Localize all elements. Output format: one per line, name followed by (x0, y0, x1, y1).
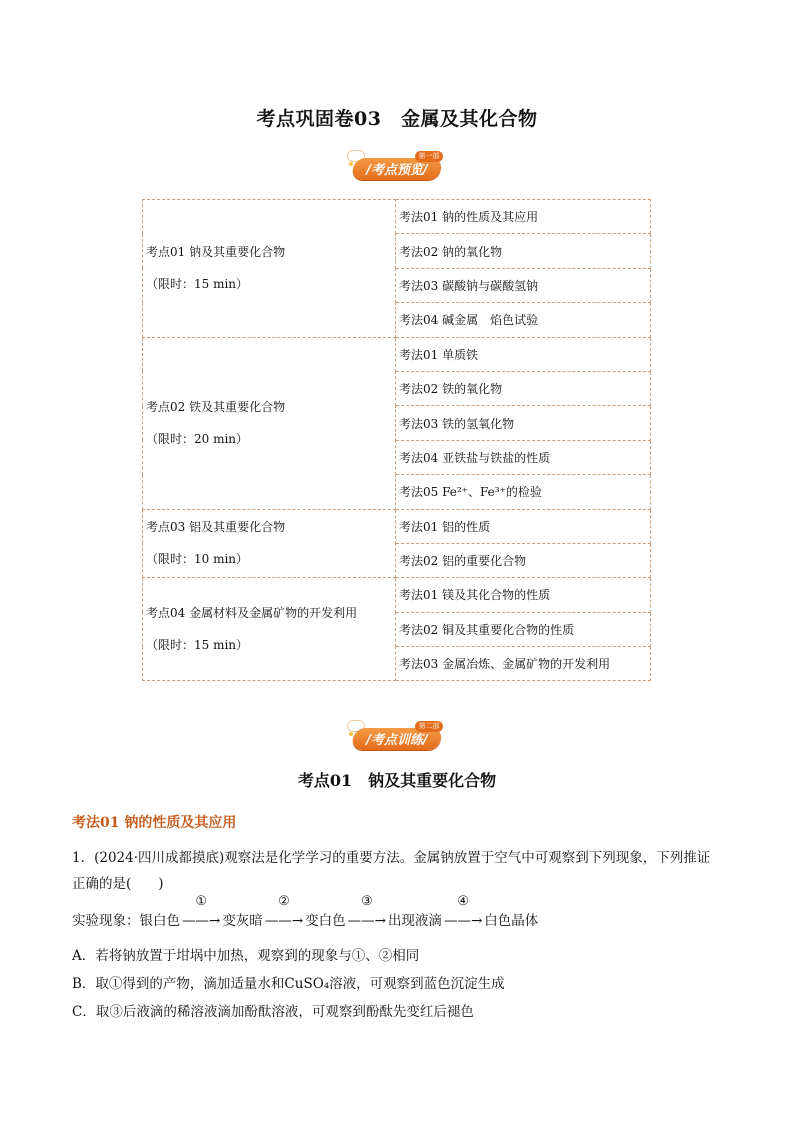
topic-limit: （限时：15 min） (146, 638, 249, 653)
method-item: 考法01 镁及其化合物的性质 (396, 578, 651, 612)
method-title: 考法01 钠的性质及其应用 (72, 815, 237, 831)
step-result: 变白色 (305, 913, 346, 929)
topic-name: 考点04 金属材料及金属矿物的开发利用 (146, 606, 358, 621)
outline-topic-cell (143, 337, 396, 509)
method-item: 考法02 钠的氧化物 (396, 234, 651, 268)
topic-name: 考点03 铝及其重要化合物 (146, 520, 286, 535)
question-stem-cont: 正确的是( ) (72, 876, 164, 892)
badge-tag: 第二部 (415, 721, 443, 732)
topic-name: 考点02 铁及其重要化合物 (146, 400, 286, 415)
option-c: C．取③后液滴的稀溶液滴加酚酞溶液，可观察到酚酞先变红后褪色 (72, 1004, 474, 1020)
method-item: 考法01 铝的性质 (396, 509, 651, 543)
step-result: 白色晶体 (484, 913, 539, 929)
reaction-arrow: ④ ——→ (443, 894, 483, 929)
table-row (143, 200, 651, 234)
outline-topic-cell (143, 509, 396, 578)
table-row (143, 578, 651, 612)
step-number: ④ (457, 894, 469, 909)
option-b: B．取①得到的产物，滴加适量水和CuSO₄溶液，可观察到蓝色沉淀生成 (72, 976, 505, 992)
topic-limit: （限时：10 min） (146, 552, 249, 567)
outline-table (142, 199, 651, 681)
method-item: 考法01 单质铁 (396, 337, 651, 371)
method-item: 考法03 铁的氢氧化物 (396, 406, 651, 440)
experiment-prefix: 实验现象：银白色 (72, 913, 180, 929)
method-item: 考法03 金属冶炼、金属矿物的开发利用 (396, 647, 651, 681)
method-item: 考法04 碱金属 焰色试验 (396, 303, 651, 337)
section-title: 考点01 钠及其重要化合物 (297, 771, 497, 790)
method-item: 考法04 亚铁盐与铁盐的性质 (396, 440, 651, 474)
reaction-arrow: ③ ——→ (347, 894, 386, 929)
method-item: 考法02 铝的重要化合物 (396, 543, 651, 577)
option-a: A．若将钠放置于坩埚中加热，观察到的现象与①、②相同 (72, 948, 420, 964)
method-item: 考法02 铁的氧化物 (396, 371, 651, 405)
page-title: 考点巩固卷03 金属及其化合物 (256, 108, 538, 130)
topic-limit: （限时：15 min） (146, 277, 249, 292)
outline-topic-cell (143, 200, 396, 338)
step-number: ① (195, 894, 207, 909)
table-row (143, 509, 651, 543)
section-badge-preview (347, 150, 447, 184)
method-item: 考法03 碳酸钠与碳酸氢钠 (396, 268, 651, 302)
step-number: ② (278, 894, 290, 909)
method-item: 考法02 铜及其重要化合物的性质 (396, 612, 651, 646)
step-result: 出现液滴 (387, 913, 442, 929)
topic-name: 考点01 钠及其重要化合物 (146, 245, 286, 260)
reaction-arrow: ① ——→ (182, 894, 221, 929)
table-row (143, 337, 651, 371)
step-result: 变灰暗 (222, 913, 263, 929)
experiment-sequence (72, 894, 539, 929)
topic-limit: （限时：20 min） (146, 432, 249, 447)
badge-label: /考点训练/ (366, 733, 428, 748)
badge-label: /考点预览/ (366, 163, 428, 178)
method-item: 考法01 钠的性质及其应用 (396, 200, 651, 234)
reaction-arrow: ② ——→ (264, 894, 304, 929)
outline-topic-cell (143, 578, 396, 681)
step-number: ③ (360, 894, 373, 909)
section-badge-training (347, 720, 447, 754)
method-item: 考法05 Fe²⁺、Fe³⁺的检验 (396, 475, 651, 509)
badge-tag: 第一部 (415, 151, 443, 162)
question-stem: 1．(2024·四川成都摸底)观察法是化学学习的重要方法。金属钠放置于空气中可观察到下列现象，下列推证 (72, 850, 711, 866)
